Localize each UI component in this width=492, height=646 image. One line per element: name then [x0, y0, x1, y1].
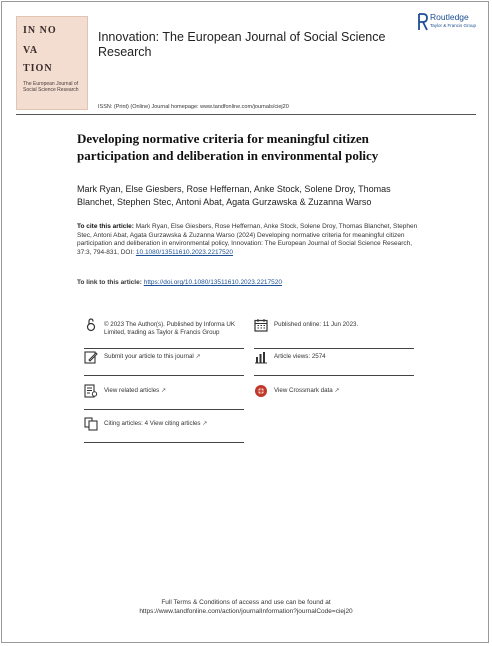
related-text: View related articles [104, 387, 160, 394]
copyright-text: © 2023 The Author(s). Published by Informa UK Limited, trading as Taylor & Francis Group [104, 321, 236, 336]
citing-documents-icon [84, 417, 98, 431]
related-label [104, 387, 166, 395]
cover-line-1: IN NO [23, 25, 57, 36]
publisher-name: Routledge [430, 12, 469, 22]
external-link-icon: ↗ [195, 354, 201, 360]
routledge-r-icon [418, 13, 428, 31]
pencil-edit-icon [84, 350, 98, 364]
crossmark-text: View Crossmark data [274, 387, 333, 394]
footer-terms-link[interactable]: https://www.tandfonline.com/action/journalInformation?journalCode=ciej20 [139, 608, 353, 615]
divider [254, 375, 414, 376]
citation-block [77, 223, 422, 257]
submit-label [104, 353, 201, 361]
submit-article-link[interactable] [84, 350, 244, 376]
cite-doi-link[interactable]: 10.1080/13511610.2023.2217520 [135, 248, 234, 256]
crossmark-label [274, 387, 339, 395]
header-divider [16, 114, 476, 115]
related-articles-link[interactable] [84, 384, 244, 410]
article-authors: Mark Ryan, Else Giesbers, Rose Heffernan, Anke Stock, Solene Droy, Thomas Blanchet, Stephen Stec, Antoni Abat, Agata Gurzawska & Zuzanna Warso [77, 184, 391, 207]
divider [254, 348, 414, 349]
divider [84, 409, 244, 410]
open-access-info [84, 318, 244, 348]
bar-chart-icon [254, 350, 268, 364]
published-info [254, 318, 414, 348]
cover-line-3: TION [23, 63, 53, 74]
divider [84, 442, 244, 443]
external-link-icon: ↗ [161, 388, 167, 394]
divider [84, 375, 244, 376]
link-label: To link to this article: [77, 279, 142, 286]
publisher-subtitle: Taylor & Francis Group [430, 23, 477, 28]
article-doi-link[interactable]: https://doi.org/10.1080/13511610.2023.2217520 [143, 279, 283, 286]
external-link-icon: ↗ [202, 421, 208, 427]
external-link-icon: ↗ [334, 388, 340, 394]
cite-label: To cite this article: [77, 223, 134, 230]
published-date: Published online: 11 Jun 2023. [274, 321, 359, 328]
journal-title[interactable]: Innovation: The European Journal of Social Science Research [98, 30, 386, 59]
journal-cover [16, 16, 88, 110]
article-views [254, 350, 414, 376]
link-line [77, 279, 422, 286]
crossmark-link[interactable] [254, 384, 414, 410]
crossmark-icon [254, 384, 268, 398]
article-title: Developing normative criteria for meaningful citizen participation and deliberation in environmental policy [77, 131, 379, 163]
footer-line-1: Full Terms & Conditions of access and use can be found at [161, 599, 331, 606]
citing-label [104, 420, 207, 428]
divider [84, 348, 244, 349]
calendar-icon [254, 318, 268, 332]
footer-terms [100, 598, 392, 616]
views-count: Article views: 2574 [274, 353, 326, 360]
cover-subtitle: The European Journal of Social Science Research [23, 81, 79, 93]
cite-text: Mark Ryan, Else Giesbers, Rose Heffernan, Anke Stock, Solene Droy, Thomas Blanchet, Stephen Stec, Antoni Abat, Agata Gurzawska & Zuzanna Warso (2024) Developing normative criteria for meaningful citizen participation and deliberation in environmental policy, Innovation: The European Journal of Social Science Research, 37:3, 794-831, DOI: [77, 223, 418, 256]
publisher-logo [418, 12, 488, 34]
open-access-icon [84, 318, 98, 332]
cover-line-2: VA [23, 45, 39, 56]
issn-line[interactable]: ISSN: (Print) (Online) Journal homepage: www.tandfonline.com/journals/ciej20 [98, 104, 289, 110]
citing-articles-link[interactable] [84, 417, 244, 443]
submit-text: Submit your article to this journal [104, 353, 194, 360]
document-view-icon [84, 384, 98, 398]
citing-text: Citing articles: 4 View citing articles [104, 420, 201, 427]
